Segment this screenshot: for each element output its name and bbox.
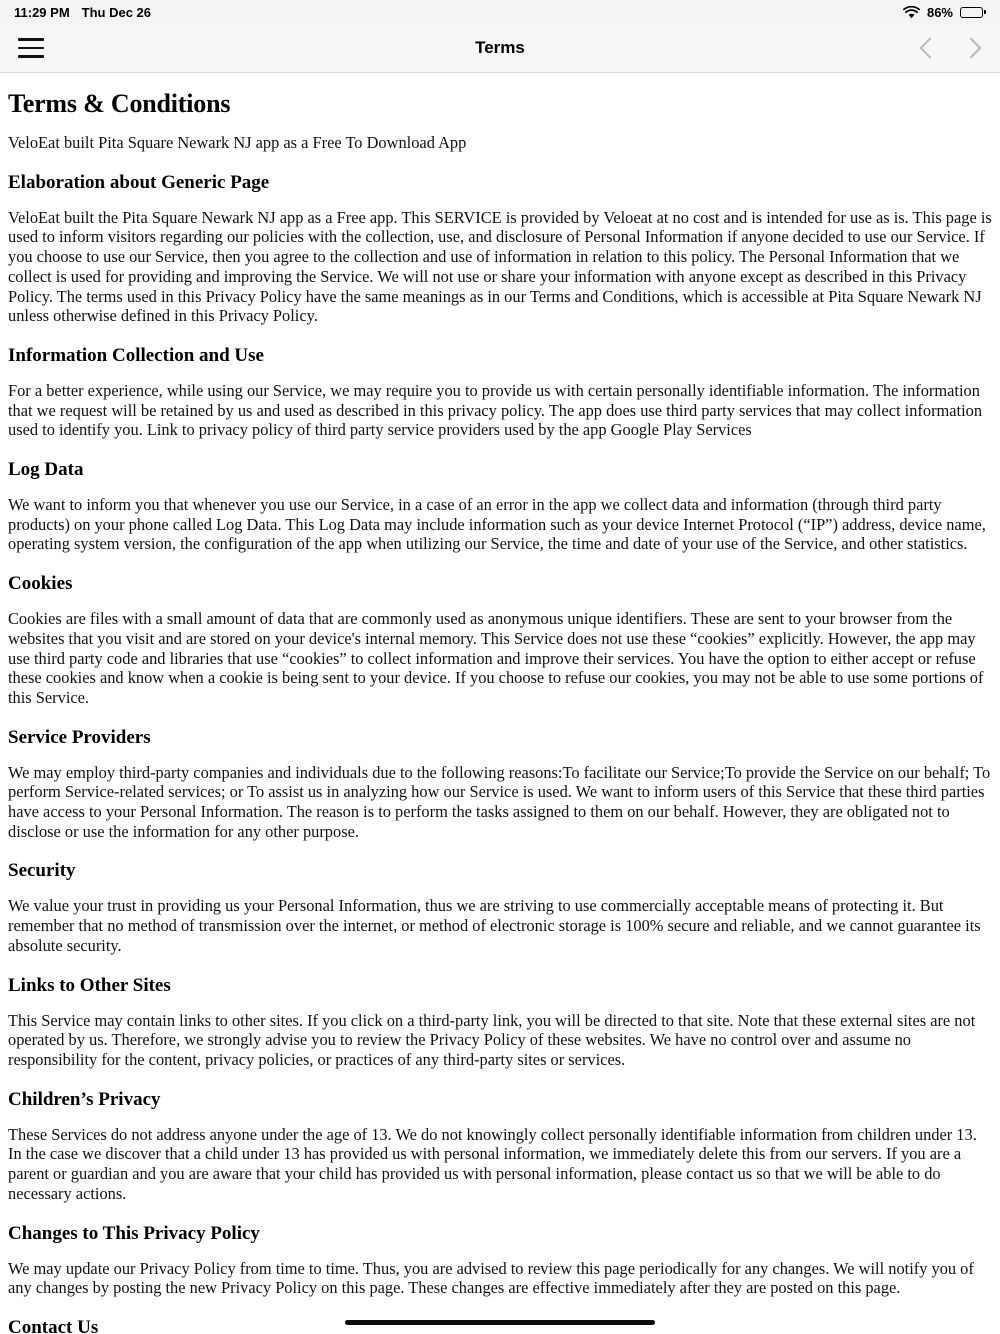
chevron-right-icon[interactable] <box>965 34 982 62</box>
document-intro: VeloEat built Pita Square Newark NJ app as a Free To Download App <box>8 133 467 152</box>
status-bar-left <box>14 5 151 20</box>
status-bar <box>0 0 1000 24</box>
section-body: This Service may contain links to other sites. If you click on a third-party link, you will be directed to that site. Note that these external sites are not operated by us. Therefore, we strongly advise you to review the Privacy Policy of these websites. We have no control over and assume no responsibility for the content, privacy policies, or practices of any third-party sites or services. <box>8 1010 976 1069</box>
section-heading: Contact Us <box>8 1316 99 1333</box>
section-body: We may update our Privacy Policy from time to time. Thus, you are advised to review this page periodically for any changes. We will notify you of any changes by posting the new Privacy Policy on this page. These changes are effective immediately after they are posted on this page. <box>8 1258 974 1298</box>
section-heading: Children’s Privacy <box>8 1088 161 1110</box>
hamburger-menu-icon[interactable] <box>18 38 44 58</box>
section-body: Cookies are files with a small amount of data that are commonly used as anonymous unique identifiers. These are sent to your browser from the websites that you visit and are stored on your device's internal memory. This Service does not use these “cookies” explicitly. However, the app may use third party code and libraries that use “cookies” to collect information and improve their services. You have the option to either accept or refuse these cookies and know when a cookie is being sent to your device. If you choose to refuse our cookies, you may not be able to use some portions of this Service. <box>8 609 984 707</box>
section-body: We value your trust in providing us your Personal Information, thus we are striving to use commercially acceptable means of protecting it. But remember that no method of transmission over the internet, or method of electronic storage is 100% secure and reliable, and we cannot guarantee its absolute security. <box>8 896 981 955</box>
section-heading: Cookies <box>8 573 73 595</box>
chevron-left-icon[interactable] <box>918 34 935 62</box>
battery-icon <box>960 7 986 18</box>
section-body: VeloEat built the Pita Square Newark NJ app as a Free app. This SERVICE is provided by Veloeat at no cost and is intended for use as is. This page is used to inform visitors regarding our policies with the collection, use, and disclosure of Personal Information if anyone decided to use our Service. If you choose to use our Service, then you agree to the collection and use of information in relation to this policy. The Personal Information that we collect is used for providing and improving the Service. We will not use or share your information with anyone except as described in this Privacy Policy. The terms used in this Privacy Policy have the same meanings as in our Terms and Conditions, which is accessible at Pita Square Newark NJ unless otherwise defined in this Privacy Policy. <box>8 207 992 326</box>
section-heading: Links to Other Sites <box>8 974 171 996</box>
section-heading: Log Data <box>8 459 84 481</box>
page-title: Terms <box>475 38 525 57</box>
section-heading: Service Providers <box>8 726 151 748</box>
section-body: We may employ third-party companies and individuals due to the following reasons:To facilitate our Service;To provide the Service on our behalf; To perform Service-related services; or To assist us in analyzing how our Service is used. We want to inform users of this Service that these third parties have access to your Personal Information. The reason is to perform the tasks assigned to them on our behalf. However, they are obligated not to disclose or use the information for any other purpose. <box>8 762 991 841</box>
section-heading: Security <box>8 860 76 882</box>
battery-percent-label: 86% <box>926 4 953 20</box>
section-body: For a better experience, while using our Service, we may require you to provide us with certain personally identifiable information. The information that we request will be retained by us and used as described in this privacy policy. The app does use third party services that may collect information used to identify you. Link to privacy policy of third party service providers used by the app Google Play Services <box>8 380 983 440</box>
status-bar-right <box>903 5 986 20</box>
section-body: These Services do not address anyone under the age of 13. We do not knowingly collect personally identifiable information from children under 13. In the case we discover that a child under 13 has provided us with personal information, we immediately delete this from our servers. If you are a parent or guardian and you are aware that your child has provided us with personal information, please contact us so that we will be able to do necessary actions. <box>8 1124 977 1203</box>
status-date: Thu Dec 26 <box>81 4 152 20</box>
status-time: 11:29 PM <box>14 4 70 20</box>
nav-controls <box>918 34 982 62</box>
section-heading: Changes to This Privacy Policy <box>8 1222 260 1244</box>
section-body: We want to inform you that whenever you use our Service, in a case of an error in the app we collect data and information (through third party products) on your phone called Log Data. This Log Data may include information such as your device Internet Protocol (“IP”) address, device name, operating system version, the configuration of the app when utilizing our Service, the time and date of your use of the Service, and other statistics. <box>8 495 986 554</box>
wifi-icon <box>903 6 920 19</box>
section-heading: Elaboration about Generic Page <box>8 171 270 193</box>
navigation-bar <box>0 24 1000 73</box>
terms-content[interactable] <box>0 73 1000 1333</box>
document-title: Terms & Conditions <box>8 89 231 118</box>
section-heading: Information Collection and Use <box>8 344 264 366</box>
home-indicator <box>345 1320 655 1325</box>
